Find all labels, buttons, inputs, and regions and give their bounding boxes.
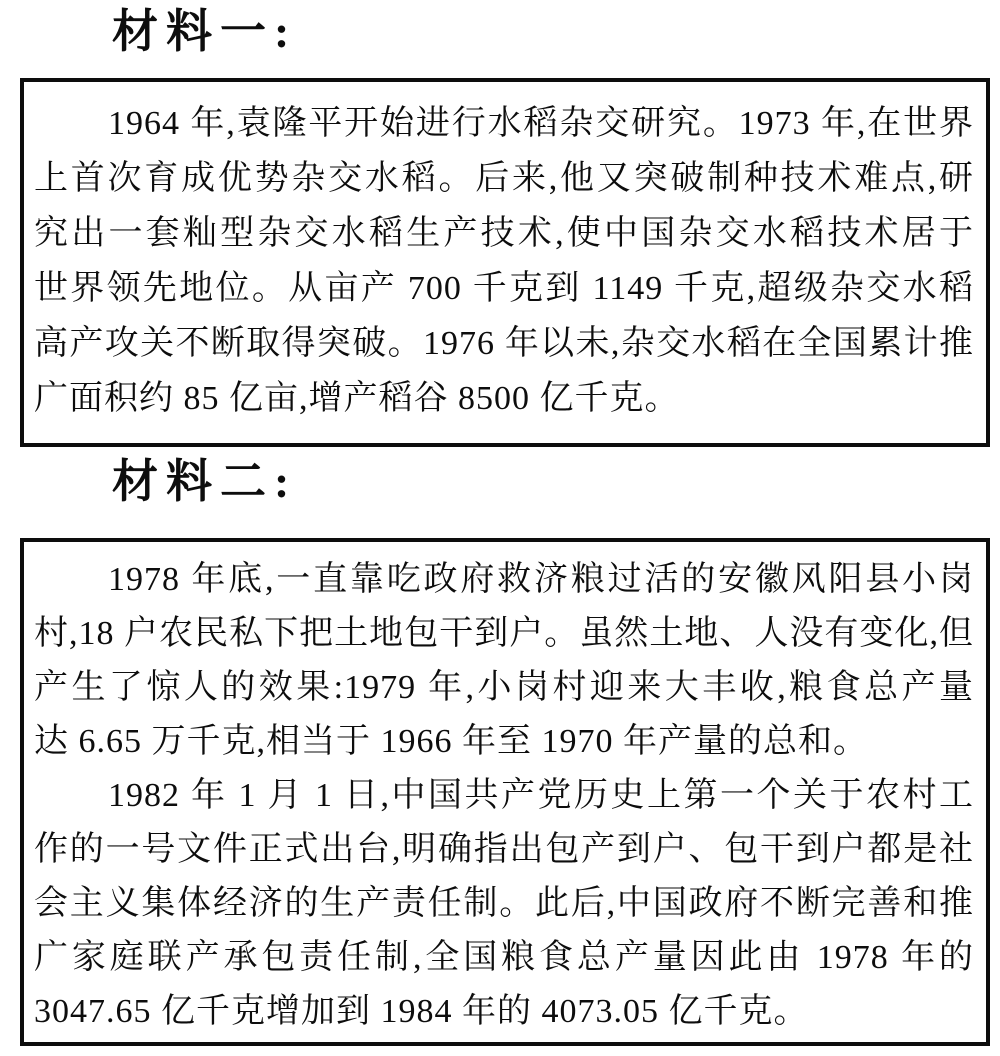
text-line: 1964 年,袁隆平开始进行水稻杂交研究。1973 年,在世界 [108,105,974,142]
material-one-box [20,78,990,447]
text-line: 上首次育成优势杂交水稻。后来,他又突破制种技术难点,研 [34,160,974,197]
text-line: 广面积约 85 亿亩,增产稻谷 8500 亿千克。 [34,380,680,417]
material-two-heading: 材料二: [112,456,298,507]
text-line: 高产攻关不断取得突破。1976 年以未,杂交水稻在全国累计推 [34,325,974,362]
text-line: 作的一号文件正式出台,明确指出包产到户、包干到户都是社 [34,831,974,868]
material-two-box [20,538,990,1046]
text-line: 世界领先地位。从亩产 700 千克到 1149 千克,超级杂交水稻 [34,270,974,307]
text-line: 达 6.65 万千克,相当于 1966 年至 1970 年产量的总和。 [34,723,868,760]
text-line: 村,18 户农民私下把土地包干到户。虽然土地、人没有变化,但 [34,615,974,652]
text-line: 会主义集体经济的生产责任制。此后,中国政府不断完善和推 [34,885,974,922]
text-line: 产生了惊人的效果:1979 年,小岗村迎来大丰收,粮食总产量 [34,669,974,706]
text-line: 广家庭联产承包责任制,全国粮食总产量因此由 1978 年的 [34,939,974,976]
text-line: 3047.65 亿千克增加到 1984 年的 4073.05 亿千克。 [34,993,809,1030]
text-line: 究出一套籼型杂交水稻生产技术,使中国杂交水稻技术居于 [34,215,974,252]
material-one-heading: 材料一: [112,6,298,57]
text-line: 1978 年底,一直靠吃政府救济粮过活的安徽风阳县小岗 [108,561,974,598]
text-line: 1982 年 1 月 1 日,中国共产党历史上第一个关于农村工 [108,777,974,814]
